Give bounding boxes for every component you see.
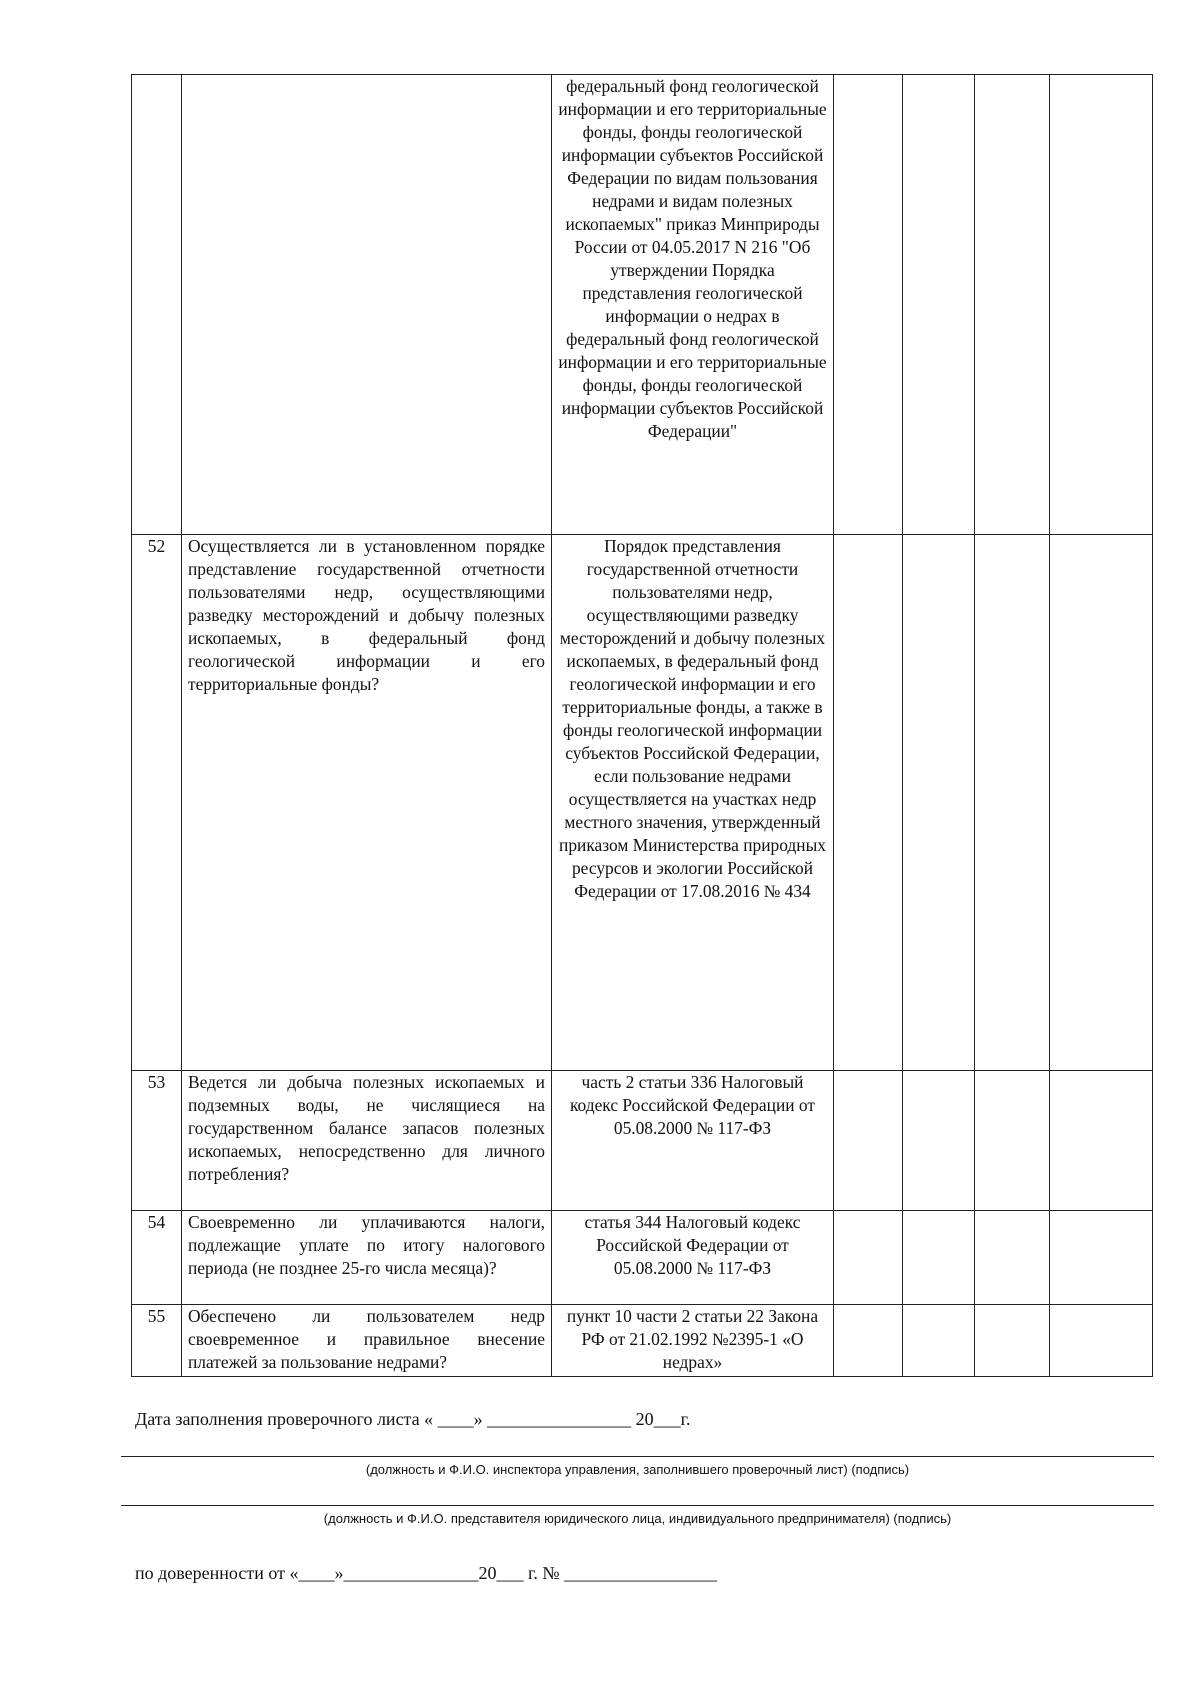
row-number: 53: [132, 1071, 182, 1211]
row-number: 52: [132, 535, 182, 1071]
representative-signature-line[interactable]: [121, 1505, 1154, 1506]
row-question: Обеспечено ли пользователем недр своевременное и правильное внесение платежей за пользование недрами?: [182, 1305, 552, 1377]
row-legal-basis: статья 344 Налоговый кодекс Российской Федерации от 05.08.2000 № 117-ФЗ: [552, 1211, 834, 1305]
row-question: [182, 75, 552, 535]
answer-cell-notes[interactable]: [1050, 535, 1153, 1071]
answer-cell-yes[interactable]: [834, 1211, 903, 1305]
answer-cell-no[interactable]: [903, 535, 975, 1071]
row-legal-basis: пункт 10 части 2 статьи 22 Закона РФ от 21.02.1992 №2395-1 «О недрах»: [552, 1305, 834, 1377]
row-legal-basis: Порядок представления государственной отчетности пользователями недр, осуществляющими разведку месторождений и добычу полезных ископаемых, в федеральный фонд геологической информации и его территориальные фонды, а также в фонды геологической информации субъектов Российской Федерации, если пользование недрами осуществляется на участках недр местного значения, утвержденный приказом Министерства природных ресурсов и экологии Российской Федерации от 17.08.2016 № 434: [552, 535, 834, 1071]
row-legal-basis: часть 2 статьи 336 Налоговый кодекс Российской Федерации от 05.08.2000 № 117-ФЗ: [552, 1071, 834, 1211]
answer-cell-notes[interactable]: [1050, 75, 1153, 535]
answer-cell-yes[interactable]: [834, 1071, 903, 1211]
answer-cell-notes[interactable]: [1050, 1071, 1153, 1211]
inspector-signature-line[interactable]: [121, 1456, 1154, 1457]
representative-signature-caption: (должность и Ф.И.О. представителя юридического лица, индивидуального предпринимателя) (подпись): [323, 1511, 952, 1526]
row-number: 55: [132, 1305, 182, 1377]
answer-cell-no[interactable]: [903, 1211, 975, 1305]
answer-cell-not-applicable[interactable]: [975, 1211, 1050, 1305]
answer-cell-yes[interactable]: [834, 75, 903, 535]
table-row: [132, 535, 1153, 1071]
answer-cell-yes[interactable]: [834, 535, 903, 1071]
answer-cell-no[interactable]: [903, 1305, 975, 1377]
row-number: 54: [132, 1211, 182, 1305]
answer-cell-not-applicable[interactable]: [975, 1305, 1050, 1377]
answer-cell-yes[interactable]: [834, 1305, 903, 1377]
answer-cell-notes[interactable]: [1050, 1305, 1153, 1377]
answer-cell-no[interactable]: [903, 1071, 975, 1211]
row-question: Ведется ли добыча полезных ископаемых и подземных воды, не числящиеся на государственном балансе запасов полезных ископаемых, непосредственно для личного потребления?: [182, 1071, 552, 1211]
row-question: Своевременно ли уплачиваются налоги, подлежащие уплате по итогу налогового периода (не позднее 25-го числа месяца)?: [182, 1211, 552, 1305]
table-row: [132, 75, 1153, 535]
row-question: Осуществляется ли в установленном порядке представление государственной отчетности пользователями недр, осуществляющими разведку месторождений и добычу полезных ископаемых, в федеральный фонд геологической информации и его территориальные фонды?: [182, 535, 552, 1071]
fill-date-line[interactable]: Дата заполнения проверочного листа « ____» ________________ 20___г.: [135, 1409, 691, 1429]
table-row: [132, 1211, 1153, 1305]
inspector-signature-caption: (должность и Ф.И.О. инспектора управления, заполнившего проверочный лист) (подпись): [365, 1462, 910, 1477]
row-legal-basis: федеральный фонд геологической информации и его территориальные фонды, фонды геологической информации субъектов Российской Федерации по видам пользования недрами и видам полезных ископаемых" приказ Минприроды России от 04.05.2017 N 216 "Об утверждении Порядка представления геологической информации о недрах в федеральный фонд геологической информации и его территориальные фонды, фонды геологической информации субъектов Российской Федерации": [552, 75, 834, 535]
checklist-table: [131, 74, 1153, 1377]
table-row: [132, 1305, 1153, 1377]
answer-cell-not-applicable[interactable]: [975, 1071, 1050, 1211]
table-row: [132, 1071, 1153, 1211]
row-number: [132, 75, 182, 535]
answer-cell-not-applicable[interactable]: [975, 75, 1050, 535]
answer-cell-notes[interactable]: [1050, 1211, 1153, 1305]
answer-cell-not-applicable[interactable]: [975, 535, 1050, 1071]
answer-cell-no[interactable]: [903, 75, 975, 535]
proxy-line[interactable]: по доверенности от «____»_______________20___ г. № _________________: [135, 1563, 718, 1583]
